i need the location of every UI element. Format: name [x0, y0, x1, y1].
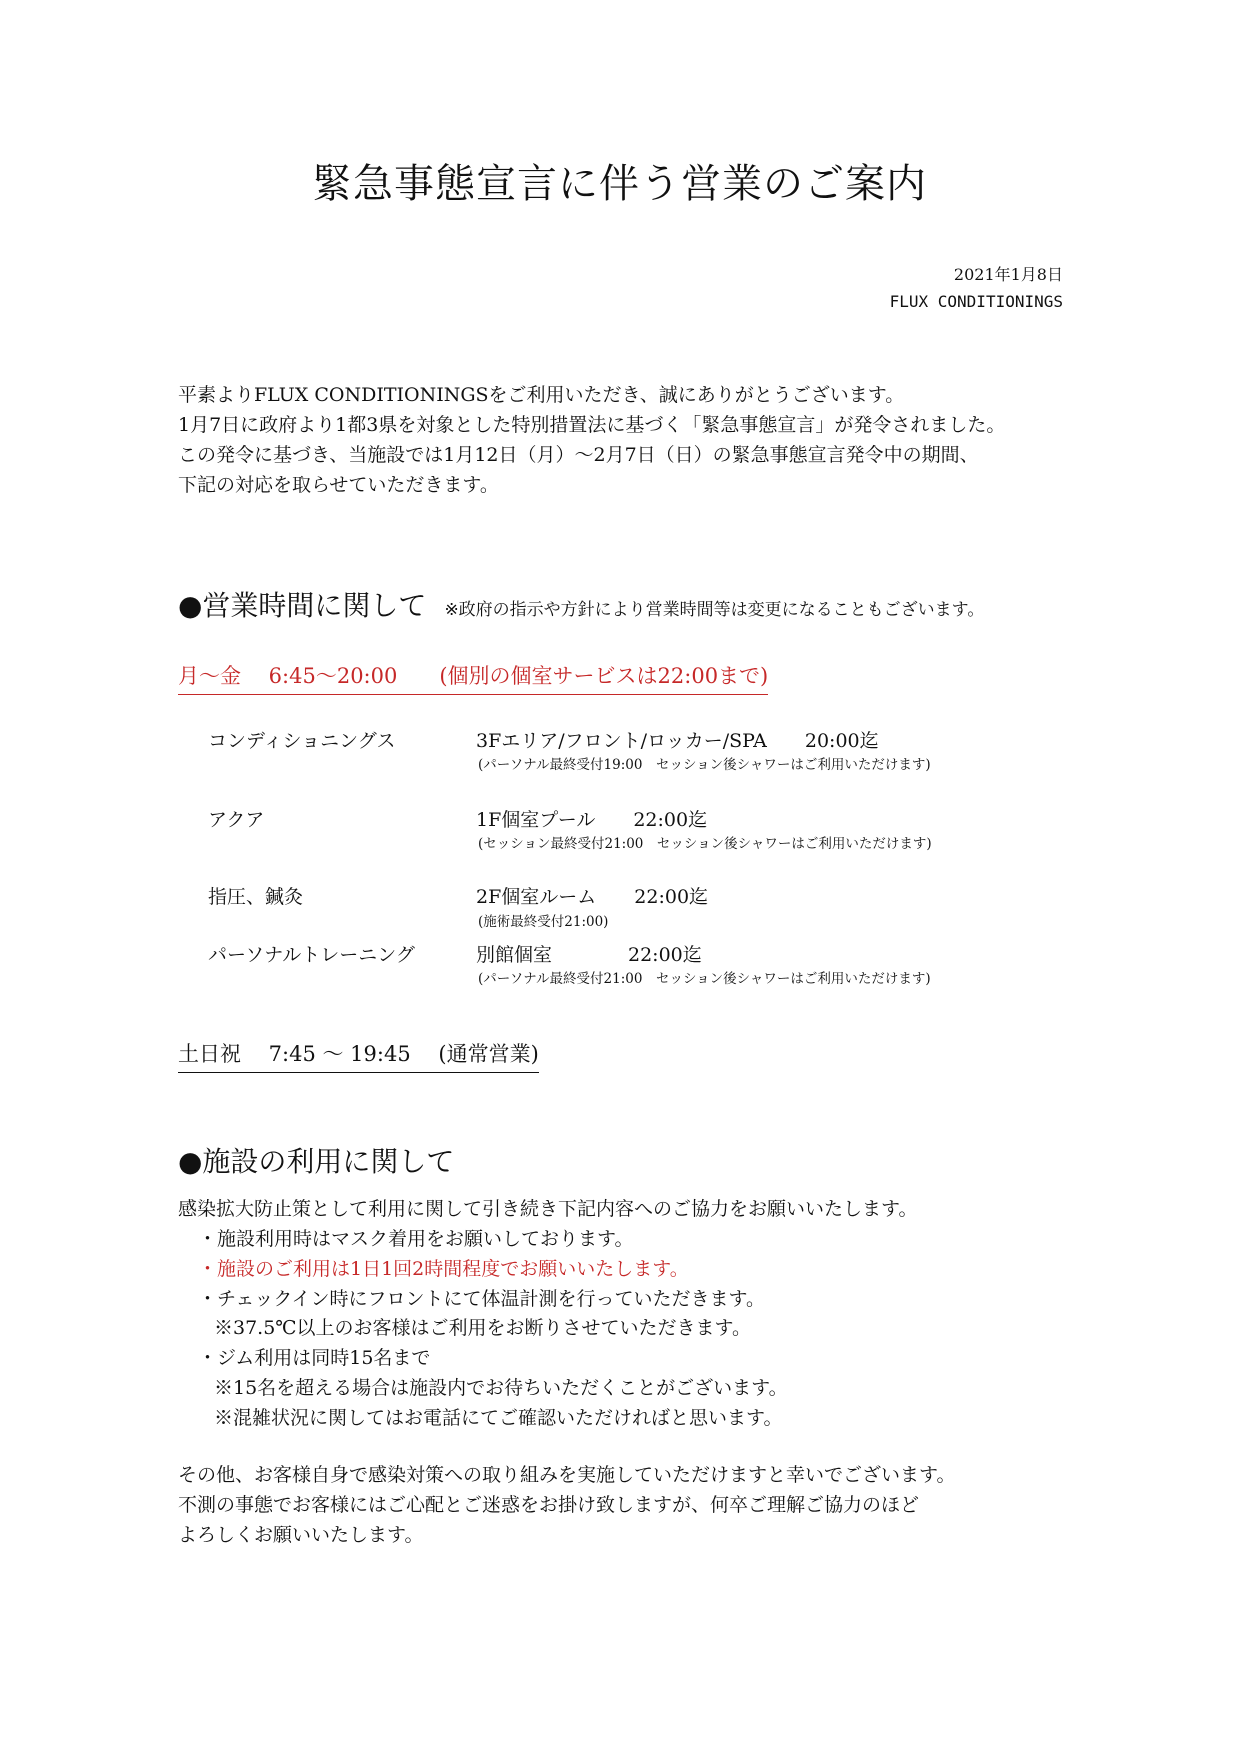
- facility-item: ・施設利用時はマスク着用をお願いしております。: [198, 1228, 634, 1250]
- hours-heading: [178, 584, 984, 624]
- service-detail: 1F個室プール 22:00迄: [476, 809, 708, 831]
- facility-lead: 感染拡大防止策として利用に関して引き続き下記内容へのご協力をお願いいたします。: [178, 1198, 918, 1220]
- facility-heading: ●施設の利用に関して: [178, 1145, 455, 1178]
- service-name: コンディショニングス: [208, 730, 396, 752]
- service-note: (パーソナル最終受付19:00 セッション後シャワーはご利用いただけます): [478, 757, 931, 773]
- hours-note: ※政府の指示や方針により営業時間等は変更になることもございます。: [444, 600, 985, 620]
- facility-subnote: ※37.5℃以上のお客様はご利用をお断りさせていただきます。: [214, 1317, 752, 1339]
- page-title: 緊急事態宣言に伴う営業のご案内: [312, 161, 927, 207]
- service-detail: 2F個室ルーム 22:00迄: [476, 886, 709, 908]
- service-name: 指圧、鍼灸: [208, 886, 304, 908]
- service-note: (パーソナル最終受付21:00 セッション後シャワーはご利用いただけます): [478, 971, 931, 987]
- service-note: (施術最終受付21:00): [478, 914, 609, 930]
- hours-heading-text: ●営業時間に関して: [178, 589, 427, 622]
- issue-date: 2021年1月8日: [953, 265, 1063, 284]
- service-note: (セッション最終受付21:00 セッション後シャワーはご利用いただけます): [478, 836, 932, 852]
- intro-line: 1月7日に政府より1都3県を対象とした特別措置法に基づく「緊急事態宣言」が発令されました。: [178, 414, 1006, 436]
- intro-line: 下記の対応を取らせていただきます。: [178, 474, 499, 496]
- facility-subnote: ※混雑状況に関してはお電話にてご確認いただければと思います。: [214, 1407, 783, 1429]
- organization-name: FLUX CONDITIONINGS: [889, 292, 1063, 311]
- facility-subnote: ※15名を超える場合は施設内でお待ちいただくことがございます。: [214, 1377, 788, 1399]
- intro-line: この発令に基づき、当施設では1月12日（月）〜2月7日（日）の緊急事態宣言発令中の期間、: [178, 444, 979, 466]
- facility-item-highlight: ・施設のご利用は1日1回2時間程度でお願いいたします。: [198, 1258, 689, 1280]
- service-name: パーソナルトレーニング: [208, 944, 415, 966]
- facility-item: ・ジム利用は同時15名まで: [198, 1347, 431, 1369]
- closing-line: よろしくお願いいたします。: [178, 1524, 424, 1546]
- service-name: アクア: [208, 809, 265, 831]
- closing-line: 不測の事態でお客様にはご心配とご迷惑をお掛け致しますが、何卒ご理解ご協力のほど: [178, 1494, 920, 1516]
- service-detail: 別館個室 22:00迄: [476, 944, 702, 966]
- intro-line: 平素よりFLUX CONDITIONINGSをご利用いただき、誠にありがとうございます。: [178, 384, 905, 406]
- weekday-schedule: 月〜金 6:45〜20:00 (個別の個室サービスは22:00まで): [178, 660, 768, 695]
- service-detail: 3Fエリア/フロント/ロッカー/SPA 20:00迄: [476, 730, 879, 752]
- facility-item: ・チェックイン時にフロントにて体温計測を行っていただきます。: [198, 1288, 765, 1310]
- intro-paragraph: [178, 380, 1005, 500]
- closing-line: その他、お客様自身で感染対策への取り組みを実施していただけますと幸いでございます。: [178, 1464, 956, 1486]
- weekend-schedule: 土日祝 7:45 〜 19:45 (通常営業): [178, 1038, 539, 1073]
